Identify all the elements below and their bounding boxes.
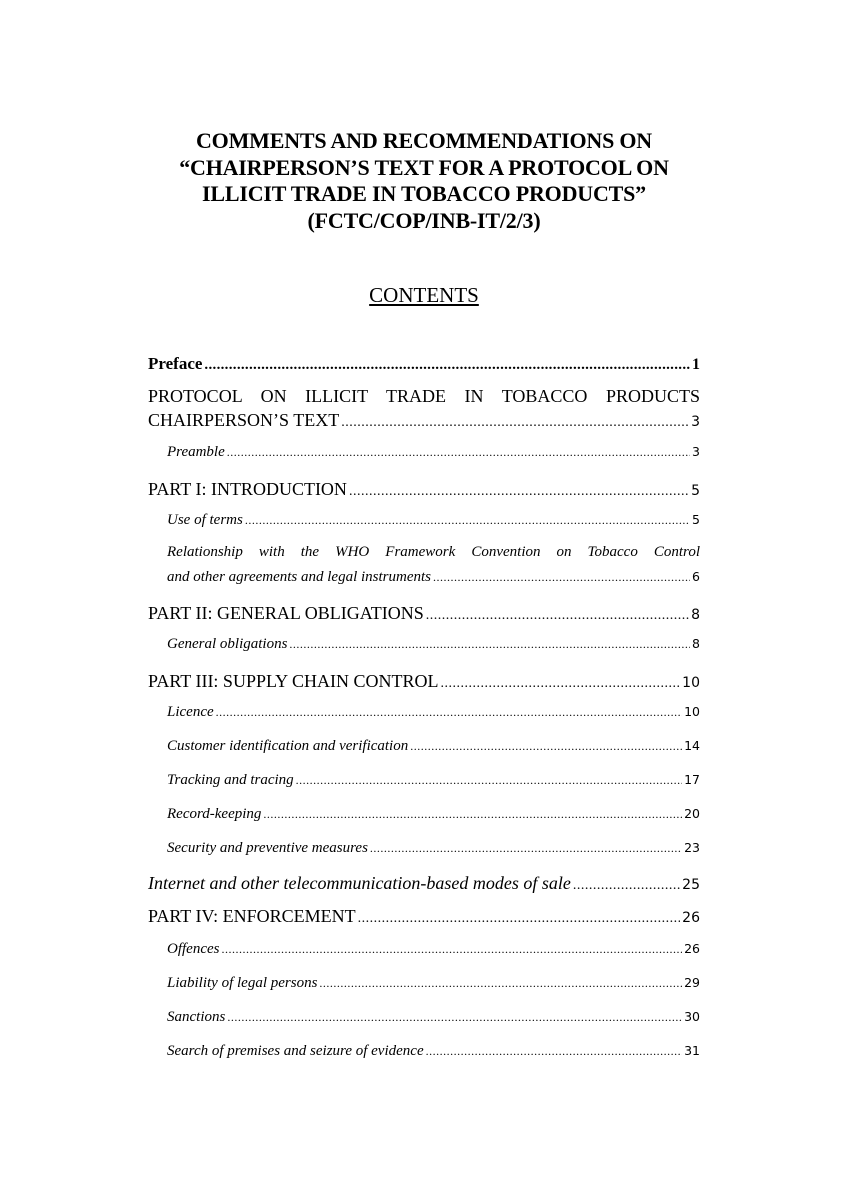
leader-dots	[573, 878, 680, 894]
toc-entry-page: 10	[684, 704, 700, 719]
toc-entry-offences[interactable]	[167, 941, 700, 958]
document-title	[100, 128, 748, 234]
toc-entry-relationship[interactable]	[167, 569, 700, 586]
toc-entry-general-obligations[interactable]	[167, 636, 700, 653]
toc-entry-page: 31	[684, 1043, 700, 1058]
leader-dots	[433, 570, 690, 585]
toc-entry-label: and other agreements and legal instruments	[167, 569, 432, 585]
toc-entry-label: Preface	[148, 354, 203, 373]
toc-entry-label: Record-keeping	[167, 806, 262, 822]
toc-entry-label: Tracking and tracing	[167, 772, 294, 788]
leader-dots	[216, 705, 682, 720]
title-line: (FCTC/COP/INB-IT/2/3)	[307, 207, 541, 233]
toc-entry-label: General obligations	[167, 636, 288, 652]
toc-entry-page: 29	[684, 975, 700, 990]
toc-entry-page: 8	[691, 607, 700, 623]
toc-entry-label: Sanctions	[167, 1009, 226, 1025]
toc-entry-page: 20	[684, 806, 700, 821]
leader-dots	[263, 807, 682, 822]
leader-dots	[341, 415, 689, 431]
toc-entry-page: 23	[684, 840, 700, 855]
toc-entry-security[interactable]	[167, 840, 700, 857]
toc-entry-label: CHAIRPERSON’S TEXT	[148, 410, 340, 430]
leader-dots	[426, 1044, 682, 1059]
toc-entry-page: 6	[692, 569, 700, 584]
toc-entry-protocol[interactable]	[148, 410, 700, 431]
toc-entry-tracking[interactable]	[167, 772, 700, 789]
toc-entry-page: 3	[691, 414, 700, 430]
title-line: COMMENTS AND RECOMMENDATIONS ON	[195, 128, 652, 153]
toc-entry-record-keeping[interactable]	[167, 806, 700, 823]
leader-dots	[289, 637, 690, 652]
toc-entry-search[interactable]	[167, 1043, 700, 1060]
toc-entry-use-of-terms[interactable]	[167, 512, 700, 529]
toc-entry-label: Licence	[167, 704, 214, 720]
toc-entry-label: Customer identification and verification	[167, 738, 409, 754]
leader-dots	[319, 976, 682, 991]
leader-dots	[221, 942, 682, 957]
toc-entry-internet[interactable]	[148, 873, 700, 894]
toc-entry-label: Use of terms	[167, 512, 243, 528]
toc-entry-page: 26	[682, 910, 700, 926]
toc-entry-page: 17	[684, 772, 700, 787]
toc-entry-label: Offences	[167, 941, 220, 957]
toc-entry-label: Preamble	[167, 444, 225, 460]
toc-entry-page: 5	[692, 512, 700, 527]
toc-entry-relationship-line1[interactable]: Relationship with the WHO Framework Convention on Tobacco Control	[167, 544, 700, 560]
toc-entry-preamble[interactable]	[167, 444, 700, 461]
leader-dots	[204, 357, 690, 374]
toc-entry-preface[interactable]	[148, 354, 700, 374]
toc-entry-label: Search of premises and seizure of evidence	[167, 1043, 424, 1059]
toc-entry-sanctions[interactable]	[167, 1009, 700, 1026]
toc-entry-page: 10	[682, 675, 700, 691]
toc-entry-page: 1	[692, 356, 700, 373]
leader-dots	[426, 608, 689, 624]
toc-entry-page: 5	[691, 483, 700, 499]
toc-entry-customer-identification[interactable]	[167, 738, 700, 755]
toc-entry-part1[interactable]	[148, 479, 700, 500]
toc-entry-page: 8	[692, 636, 700, 651]
leader-dots	[441, 676, 681, 692]
toc-entry-label: PART IV: ENFORCEMENT	[148, 906, 356, 926]
leader-dots	[227, 445, 690, 460]
toc-entry-page: 25	[682, 877, 700, 893]
toc-entry-page: 30	[684, 1009, 700, 1024]
leader-dots	[410, 739, 682, 754]
leader-dots	[349, 484, 689, 500]
toc-entry-page: 3	[692, 444, 700, 459]
leader-dots	[296, 773, 682, 788]
toc-entry-label: PART I: INTRODUCTION	[148, 479, 347, 499]
toc-entry-label: PART II: GENERAL OBLIGATIONS	[148, 603, 424, 623]
toc-entry-label: Security and preventive measures	[167, 840, 368, 856]
toc-entry-label: PART III: SUPPLY CHAIN CONTROL	[148, 671, 439, 691]
title-line: “CHAIRPERSON’S TEXT FOR A PROTOCOL ON	[179, 154, 669, 180]
toc-entry-label: Liability of legal persons	[167, 975, 318, 991]
toc-entry-label: Internet and other telecommunication-based modes of sale	[148, 873, 571, 893]
toc-entry-page: 26	[684, 941, 700, 956]
toc-entry-protocol-line1[interactable]: PROTOCOL ON ILLICIT TRADE IN TOBACCO PRODUCTS	[148, 386, 700, 406]
leader-dots	[370, 841, 682, 856]
toc-entry-liability[interactable]	[167, 975, 700, 992]
toc-entry-part4[interactable]	[148, 906, 700, 927]
toc-entry-part3[interactable]	[148, 671, 700, 692]
toc-entry-licence[interactable]	[167, 704, 700, 721]
toc-entry-part2[interactable]	[148, 603, 700, 624]
toc-entry-page: 14	[684, 738, 700, 753]
contents-heading: CONTENTS	[369, 283, 479, 307]
leader-dots	[227, 1010, 682, 1025]
title-line: ILLICIT TRADE IN TOBACCO PRODUCTS”	[202, 181, 646, 206]
leader-dots	[245, 513, 690, 528]
leader-dots	[358, 911, 681, 927]
